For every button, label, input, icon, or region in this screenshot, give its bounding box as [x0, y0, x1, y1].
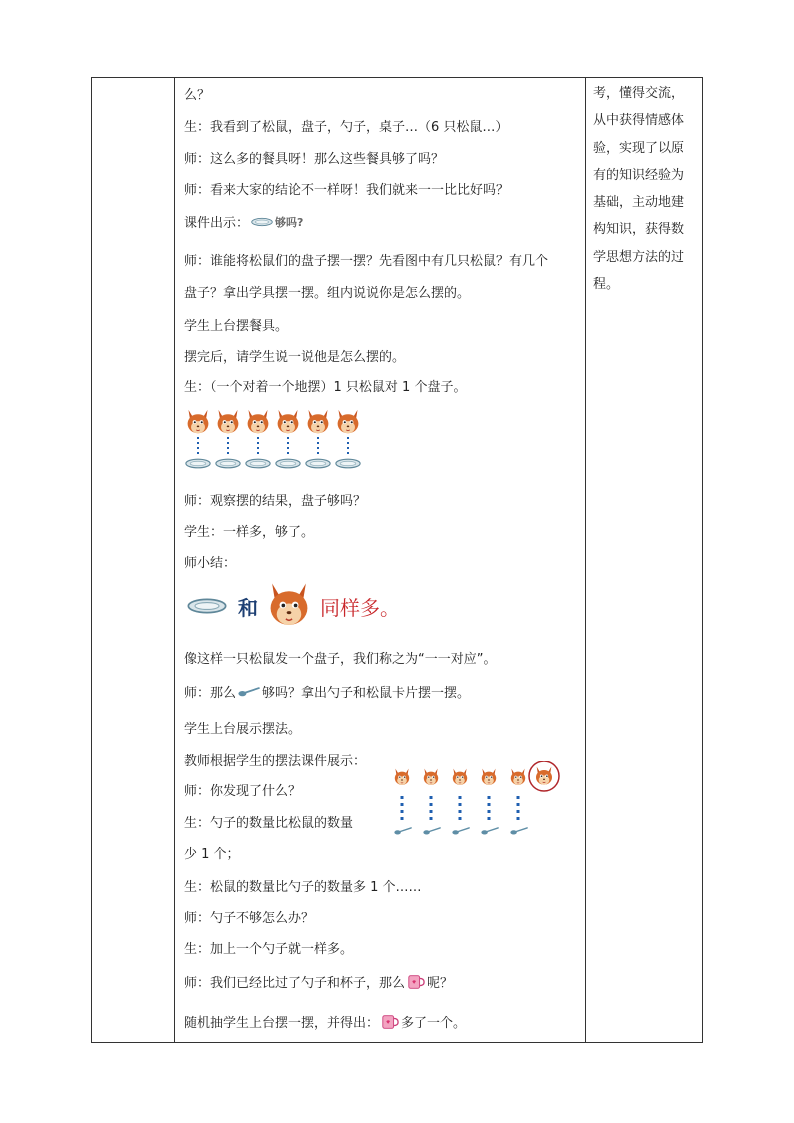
- text-line: 盘子？拿出学具摆一摆。组内说说你是怎么摆的。: [184, 286, 471, 301]
- text-line: 生：加上一个勺子就一样多。: [184, 942, 354, 957]
- last-line: [184, 1012, 466, 1031]
- text-line: 像这样一只松鼠发一个盘子，我们称之为“一一对应”。: [184, 652, 497, 667]
- text-line: 生：勺子的数量比松鼠的数量: [184, 816, 354, 831]
- squirrel-plate-diagram: [184, 408, 364, 470]
- courseware-caption: 够吗?: [275, 215, 304, 229]
- spoon-row: [394, 828, 527, 835]
- squirrel-icon: [278, 410, 299, 433]
- squirrel-icon: [453, 769, 467, 785]
- spoon-question: [184, 682, 470, 701]
- plate-icon: [336, 459, 360, 468]
- squirrel-row: [188, 410, 359, 433]
- squirrel-icon: [338, 410, 359, 433]
- text-line: 摆完后，请学生说一说他是怎么摆的。: [184, 350, 406, 365]
- design-intent-column: [593, 78, 697, 298]
- squirrel-icon: [511, 769, 525, 785]
- squirrel-icon: [424, 769, 438, 785]
- text-line: 教师根据学生的摆法课件展示：: [184, 754, 367, 769]
- squirrel-icon: [536, 767, 552, 785]
- spoon-icon: [481, 828, 498, 835]
- squirrel-spoon-diagram: [391, 761, 567, 847]
- text-line: 师：勺子不够怎么办？: [184, 911, 315, 926]
- lesson-table: [91, 77, 703, 1043]
- text-line: 么？: [184, 88, 211, 103]
- cup-q-prefix: 师：我们已经比过了勺子和杯子，那么: [184, 976, 406, 991]
- spoon-icon: [394, 828, 411, 835]
- spoon-icon: [423, 828, 440, 835]
- summary-same: 同样多。: [320, 595, 400, 620]
- squirrel-icon: [482, 769, 496, 785]
- plate-icon: [306, 459, 330, 468]
- cup-icon: [381, 1013, 399, 1031]
- connector-lines: [402, 796, 518, 821]
- last-prefix: 随机抽学生上台摆一摆，并得出：: [184, 1016, 380, 1031]
- plate-row: [186, 459, 360, 468]
- right-line: 考，懂得交流，: [593, 86, 685, 101]
- right-line: 有的知识经验为: [593, 167, 685, 183]
- right-line: 构知识，获得数: [593, 222, 685, 238]
- text-line: 师：看来大家的结论不一样呀！我们就来一一比比好吗？: [184, 183, 510, 198]
- spoon-icon: [510, 828, 527, 835]
- text-line: 师：你发现了什么？: [184, 784, 302, 799]
- squirrel-icon: [308, 410, 329, 433]
- plate-icon: [216, 459, 240, 468]
- squirrel-icon: [266, 580, 312, 632]
- plate-icon: [251, 217, 273, 227]
- squirrel-row: [395, 761, 559, 791]
- column-divider-1: [174, 78, 175, 1042]
- spoon-q-prefix: 师：那么: [184, 686, 237, 701]
- right-line: 基础，主动地建: [593, 195, 685, 211]
- text-line: 师：这么多的餐具呀！那么这些餐具够了吗？: [184, 152, 445, 167]
- text-line: 学生：一样多，够了。: [184, 525, 315, 540]
- summary-graphic: [184, 580, 400, 632]
- text-line: 生：我看到了松鼠，盘子，勺子，桌子…（6 只松鼠…）: [184, 120, 509, 135]
- squirrel-icon: [188, 410, 209, 433]
- squirrel-icon: [218, 410, 239, 433]
- summary-and: 和: [238, 595, 258, 620]
- courseware-line: [184, 212, 303, 231]
- column-divider-2: [585, 78, 586, 1042]
- last-suffix: 多了一个。: [401, 1016, 467, 1031]
- right-line: 学思想方法的过: [593, 249, 685, 265]
- text-line: 生：松鼠的数量比勺子的数量多 1 个……: [184, 880, 422, 895]
- cup-icon: [407, 973, 425, 991]
- plate-icon: [246, 459, 270, 468]
- text-line: 少 1 个；: [184, 847, 240, 862]
- right-line: 从中获得情感体: [593, 113, 685, 129]
- courseware-prefix: 课件出示：: [184, 216, 250, 231]
- cup-q-suffix: 呢？: [427, 976, 454, 991]
- plate-icon: [186, 459, 210, 468]
- text-line: 师小结：: [184, 556, 237, 571]
- right-line: 验，实现了以原: [593, 140, 685, 156]
- connector-lines: [198, 437, 348, 456]
- plate-icon: [276, 459, 300, 468]
- cup-question: [184, 972, 453, 991]
- spoon-icon: [238, 685, 260, 699]
- text-line: 师：谁能将松鼠们的盘子摆一摆？先看图中有几只松鼠？有几个: [184, 254, 549, 269]
- squirrel-icon: [395, 769, 409, 785]
- right-line: 程。: [593, 277, 620, 293]
- text-line: 师：观察摆的结果，盘子够吗？: [184, 494, 367, 509]
- text-line: 生：（一个对着一个地摆）1 只松鼠对 1 个盘子。: [184, 380, 467, 395]
- spoon-icon: [452, 828, 469, 835]
- text-line: 学生上台展示摆法。: [184, 722, 302, 737]
- spoon-q-suffix: 够吗？拿出勺子和松鼠卡片摆一摆。: [262, 686, 471, 701]
- squirrel-icon: [248, 410, 269, 433]
- plate-icon: [184, 596, 230, 616]
- text-line: 学生上台摆餐具。: [184, 319, 289, 334]
